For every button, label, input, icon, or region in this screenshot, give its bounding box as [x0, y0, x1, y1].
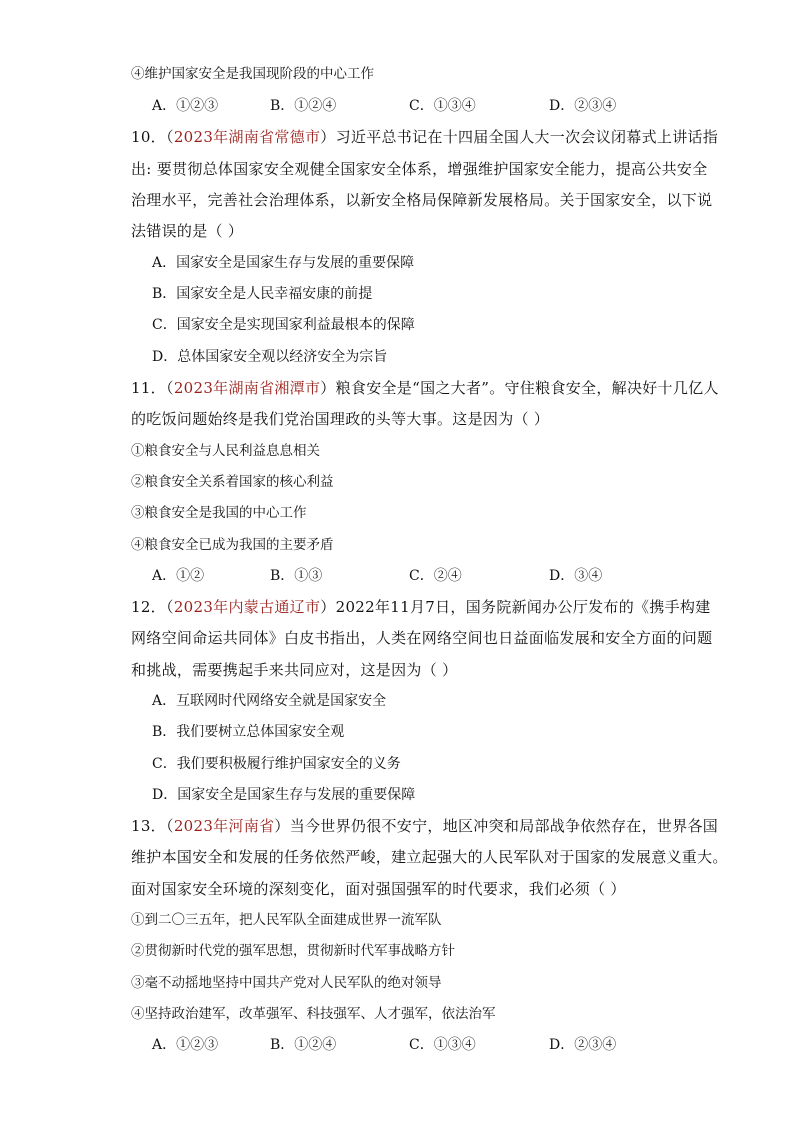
option-a[interactable]: A．国家安全是国家生存与发展的重要保障 [152, 255, 415, 271]
question-13-line-1: 13．（2023年河南省）当今世界仍很不安宁，地区冲突和局部战争依然存在，世界各国 [131, 817, 719, 835]
option-b[interactable]: B．①②④ [270, 1037, 337, 1053]
question-number: 12． [131, 598, 166, 616]
statement-item: ③毫不动摇地坚持中国共产党对人民军队的绝对领导 [131, 975, 442, 991]
q9-options [152, 96, 712, 116]
question-12-line-2: 网络空间命运共同体》白皮书指出，人类在网络空间也日益面临发展和安全方面的问题 [131, 629, 713, 647]
option-c[interactable]: C．②④ [409, 568, 462, 584]
question-source: 2023年湖南省常德市 [173, 128, 321, 146]
question-11-line-1: 11．（2023年湖南省湘潭市）粮食安全是“国之大者”。守住粮食安全，解决好十几亿人 [131, 379, 719, 397]
question-source: 2023年湖南省湘潭市 [173, 379, 321, 397]
question-number: 10． [131, 128, 166, 146]
option-a[interactable]: A．①②③ [152, 98, 219, 114]
question-source: 2023年河南省 [173, 817, 275, 835]
option-b[interactable]: B．①③ [270, 568, 323, 584]
statement-item: ①粮食安全与人民利益息息相关 [131, 443, 320, 459]
option-d[interactable]: D．国家安全是国家生存与发展的重要保障 [152, 787, 416, 803]
question-11-line-2: 的吃饭问题始终是我们党治国理政的头等大事。这是因为（ ） [131, 410, 550, 428]
option-d[interactable]: D．②③④ [549, 98, 617, 114]
question-13-line-3: 面对国家安全环境的深刻变化，面对强国强军的时代要求，我们必须（ ） [131, 880, 626, 898]
statement-item: ④坚持政治建军，改革强军、科技强军、人才强军，依法治军 [131, 1006, 496, 1022]
question-10-line-4: 法错误的是（ ） [131, 222, 244, 240]
option-c[interactable]: C．国家安全是实现国家利益最根本的保障 [152, 317, 415, 333]
question-10-line-1: 10．（2023年湖南省常德市）习近平总书记在十四届全国人大一次会议闭幕式上讲话指 [131, 128, 719, 146]
q13-options [152, 1035, 712, 1055]
option-d[interactable]: D．总体国家安全观以经济安全为宗旨 [152, 349, 388, 365]
question-12-line-3: 和挑战，需要携起手来共同应对，这是因为（ ） [131, 661, 458, 679]
question-10-line-2: 出: 要贯彻总体国家安全观健全国家安全体系，增强维护国家安全能力，提高公共安全 [131, 160, 708, 178]
option-d[interactable]: D．③④ [549, 568, 603, 584]
question-13-line-2: 维护本国安全和发展的任务依然严峻，建立起强大的人民军队对于国家的发展意义重大。 [131, 848, 728, 866]
q11-options [152, 566, 712, 586]
statement-item: ①到二〇三五年，把人民军队全面建成世界一流军队 [131, 912, 442, 928]
option-c[interactable]: C．①③④ [409, 98, 476, 114]
option-d[interactable]: D．②③④ [549, 1037, 617, 1053]
question-12-line-1: 12．（2023年内蒙古通辽市）2022年11月7日，国务院新闻办公厅发布的《携手构建 [131, 598, 711, 616]
statement-item: ④维护国家安全是我国现阶段的中心工作 [131, 66, 374, 82]
statement-item: ④粮食安全已成为我国的主要矛盾 [131, 537, 334, 553]
option-c[interactable]: C．①③④ [409, 1037, 476, 1053]
option-b[interactable]: B．①②④ [270, 98, 337, 114]
option-a[interactable]: A．①② [152, 568, 205, 584]
option-a[interactable]: A．互联网时代网络安全就是国家安全 [152, 693, 387, 709]
option-b[interactable]: B．国家安全是人民幸福安康的前提 [152, 286, 373, 302]
option-a[interactable]: A．①②③ [152, 1037, 219, 1053]
statement-item: ②贯彻新时代党的强军思想，贯彻新时代军事战略方针 [131, 943, 455, 959]
statement-item: ②粮食安全关系着国家的核心利益 [131, 474, 334, 490]
question-number: 13． [131, 817, 166, 835]
statement-item: ③粮食安全是我国的中心工作 [131, 505, 307, 521]
option-b[interactable]: B．我们要树立总体国家安全观 [152, 724, 345, 740]
question-source: 2023年内蒙古通辽市 [173, 598, 321, 616]
question-10-line-3: 治理水平，完善社会治理体系，以新安全格局保障新发展格局。关于国家安全，以下说 [131, 191, 713, 209]
option-c[interactable]: C．我们要积极履行维护国家安全的义务 [152, 756, 401, 772]
question-number: 11． [131, 379, 166, 397]
